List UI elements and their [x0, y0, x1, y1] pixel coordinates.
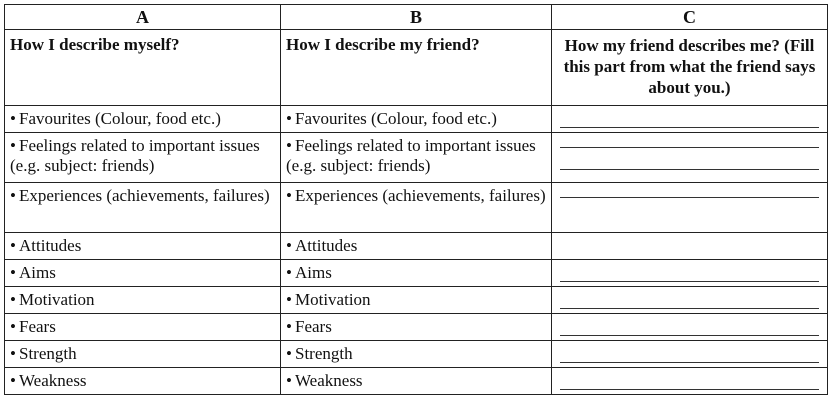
- cell-c-blank[interactable]: [552, 233, 828, 260]
- bullet-mark: •: [286, 317, 292, 336]
- table-row: [5, 368, 828, 395]
- table-row: [5, 287, 828, 314]
- column-heading-row: [5, 30, 828, 106]
- cell-a: [5, 260, 281, 287]
- cell-b: [281, 133, 552, 183]
- column-letter-c: C: [552, 5, 828, 30]
- worksheet: [4, 4, 827, 395]
- cell-c-blank[interactable]: [552, 314, 828, 341]
- fill-line: [560, 127, 819, 128]
- cell-a-text: Weakness: [19, 371, 87, 390]
- cell-a-text: Favourites (Colour, food etc.): [19, 109, 221, 128]
- cell-b: [281, 314, 552, 341]
- cell-b-text: Feelings related to important issues (e.g. subject: friends): [286, 136, 536, 175]
- bullet-mark: •: [10, 317, 16, 336]
- column-heading-b: How I describe my friend?: [281, 30, 552, 106]
- bullet-mark: •: [286, 371, 292, 390]
- column-heading-c: How my friend describes me? (Fill this part from what the friend says about you.): [552, 30, 828, 106]
- cell-a: [5, 183, 281, 233]
- cell-c-blank[interactable]: [552, 368, 828, 395]
- bullet-mark: •: [10, 344, 16, 363]
- bullet-mark: •: [10, 371, 16, 390]
- column-letter-b: B: [281, 5, 552, 30]
- cell-c-blank[interactable]: [552, 287, 828, 314]
- cell-b-text: Fears: [295, 317, 332, 336]
- cell-a: [5, 133, 281, 183]
- bullet-mark: •: [286, 186, 292, 205]
- cell-b-text: Weakness: [295, 371, 363, 390]
- cell-b: [281, 368, 552, 395]
- bullet-mark: •: [286, 136, 292, 155]
- cell-a-text: Motivation: [19, 290, 95, 309]
- column-letter-a: A: [5, 5, 281, 30]
- bullet-mark: •: [286, 290, 292, 309]
- bullet-mark: •: [286, 109, 292, 128]
- cell-c-blank[interactable]: [552, 106, 828, 133]
- bullet-mark: •: [286, 263, 292, 282]
- bullet-mark: •: [286, 344, 292, 363]
- cell-b-text: Attitudes: [295, 236, 358, 255]
- cell-a: [5, 314, 281, 341]
- bullet-mark: •: [10, 186, 16, 205]
- comparison-table: [4, 4, 828, 395]
- cell-a-text: Aims: [19, 263, 56, 282]
- column-heading-a: How I describe myself?: [5, 30, 281, 106]
- cell-b-text: Favourites (Colour, food etc.): [295, 109, 497, 128]
- table-row: [5, 314, 828, 341]
- cell-a-text: Feelings related to important issues (e.g. subject: friends): [10, 136, 260, 175]
- table-row: [5, 183, 828, 233]
- bullet-mark: •: [10, 290, 16, 309]
- bullet-mark: •: [10, 136, 16, 155]
- fill-line: [560, 389, 819, 390]
- cell-a: [5, 368, 281, 395]
- cell-b-text: Experiences (achievements, failures): [295, 186, 546, 205]
- cell-b: [281, 183, 552, 233]
- fill-line: [560, 147, 819, 148]
- fill-line: [560, 197, 819, 198]
- bullet-mark: •: [10, 109, 16, 128]
- fill-line: [560, 335, 819, 336]
- cell-b-text: Aims: [295, 263, 332, 282]
- cell-a-text: Attitudes: [19, 236, 82, 255]
- cell-b: [281, 287, 552, 314]
- cell-b: [281, 233, 552, 260]
- fill-line: [560, 362, 819, 363]
- table-row: [5, 260, 828, 287]
- table-row: [5, 106, 828, 133]
- bullet-mark: •: [10, 263, 16, 282]
- column-letter-row: [5, 5, 828, 30]
- cell-c-blank[interactable]: [552, 260, 828, 287]
- cell-a: [5, 341, 281, 368]
- cell-b: [281, 341, 552, 368]
- cell-b-text: Motivation: [295, 290, 371, 309]
- table-row: [5, 133, 828, 183]
- cell-a: [5, 106, 281, 133]
- cell-c-blank[interactable]: [552, 341, 828, 368]
- cell-a-text: Experiences (achievements, failures): [19, 186, 270, 205]
- fill-line: [560, 169, 819, 170]
- bullet-mark: •: [10, 236, 16, 255]
- cell-c-blank[interactable]: [552, 133, 828, 183]
- cell-a-text: Strength: [19, 344, 77, 363]
- table-row: [5, 341, 828, 368]
- cell-a-text: Fears: [19, 317, 56, 336]
- table-row: [5, 233, 828, 260]
- cell-a: [5, 287, 281, 314]
- fill-line: [560, 308, 819, 309]
- cell-a: [5, 233, 281, 260]
- bullet-mark: •: [286, 236, 292, 255]
- cell-b: [281, 260, 552, 287]
- fill-line: [560, 281, 819, 282]
- cell-c-blank[interactable]: [552, 183, 828, 233]
- cell-b: [281, 106, 552, 133]
- cell-b-text: Strength: [295, 344, 353, 363]
